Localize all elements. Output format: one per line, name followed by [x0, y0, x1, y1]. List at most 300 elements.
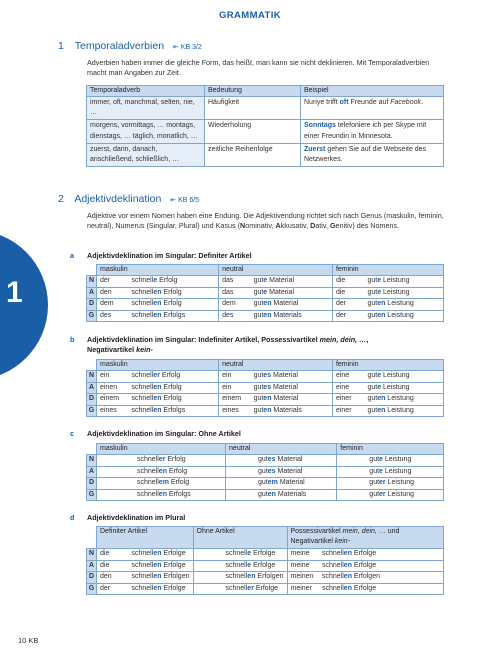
adjective-ending: en — [153, 395, 162, 402]
adjective-ending: en — [377, 406, 386, 414]
column-header — [287, 527, 444, 549]
adjective-noun-cell — [129, 276, 219, 288]
adjective-noun-cell — [129, 560, 194, 572]
adverb-cell: zuerst, dann, danach, anschließend, schließlich, … — [87, 143, 205, 166]
column-header: feminin — [332, 360, 443, 371]
case-label: G — [87, 405, 97, 417]
adjective-stem: schnell — [131, 395, 154, 402]
adjective-noun-cell — [226, 455, 337, 467]
noun-text: Material — [271, 383, 298, 391]
case-label: N — [87, 549, 97, 561]
example-highlight: oft — [339, 99, 349, 106]
header-spacer — [87, 444, 97, 455]
noun-text: Leistung — [381, 383, 410, 391]
adjective-stem: gut — [253, 383, 264, 391]
example-text: telefoniere ich per Skype mit einer Freundin in Minnesota. — [304, 122, 427, 140]
adjective-stem: gut — [258, 456, 268, 463]
article-cell: die — [332, 276, 364, 288]
plural-table — [86, 526, 444, 595]
adjective-stem: gut — [253, 406, 264, 414]
page-title: GRAMMATIK — [219, 10, 281, 21]
section-1-ref — [173, 44, 202, 51]
adjective-stem: schnell — [322, 584, 344, 592]
adjective-ending: en — [158, 467, 167, 475]
title-text: , — [366, 335, 369, 344]
example-text: Freunde auf — [348, 99, 391, 106]
column-header: neutral — [226, 444, 337, 455]
adjective-stem: schnell — [131, 573, 154, 580]
article-cell: des — [219, 310, 251, 322]
article-cell: der — [97, 276, 129, 288]
noun-text: Leistung — [381, 288, 410, 296]
adjective-noun-cell — [97, 466, 226, 478]
case-label: N — [87, 276, 97, 288]
adjective-stem: gut — [258, 490, 268, 498]
adjective-noun-cell — [193, 560, 287, 572]
adjective-stem: schnell — [131, 300, 154, 307]
noun-text: Erfolg — [157, 277, 178, 284]
column-header: Ohne Artikel — [193, 527, 287, 549]
adjective-noun-cell — [251, 276, 333, 288]
noun-text: Material — [275, 456, 303, 463]
adjective-stem: gut — [253, 311, 264, 319]
table-row — [87, 455, 444, 467]
intro-bold: D — [310, 221, 316, 231]
indefinite-article-table — [86, 359, 444, 417]
adjective-stem: gut — [367, 277, 378, 284]
article-cell: einer — [332, 394, 364, 406]
subsection-title — [87, 335, 368, 344]
noun-text: Leistung — [385, 395, 414, 402]
section-2-number: 2 — [58, 193, 64, 205]
article-cell: einem — [97, 394, 129, 406]
table-header-row — [87, 86, 444, 97]
noun-text: Erfolg — [161, 395, 182, 402]
adjective-stem: schnell — [322, 550, 344, 557]
adjective-stem: gut — [258, 467, 268, 475]
noun-text: Erfolg — [161, 300, 182, 307]
noun-text: Material — [277, 479, 305, 486]
noun-text: Erfolge — [161, 584, 186, 592]
case-label: G — [87, 310, 97, 322]
adjective-noun-cell — [129, 394, 219, 406]
adjective-noun-cell — [226, 489, 337, 501]
adjective-ending: en — [247, 573, 256, 580]
section-1-intro: Adverbien haben immer die gleiche Form, das heißt, man kann sie nicht deklinieren. Mit Temporaladverbien macht man Angaben zur Zeit. — [87, 58, 430, 78]
adjective-noun-cell — [251, 287, 333, 299]
article-cell: meinen — [287, 572, 319, 584]
adjective-stem: schnell — [137, 467, 159, 475]
noun-text: Material — [271, 395, 299, 402]
noun-text: Leistung — [385, 479, 415, 486]
noun-text: Leistung — [385, 490, 415, 498]
adjective-ending: en — [263, 311, 272, 319]
table-body — [87, 549, 444, 595]
case-label: A — [87, 287, 97, 299]
article-cell: die — [97, 549, 129, 561]
adjective-noun-cell — [129, 572, 194, 584]
adjective-ending: en — [153, 300, 162, 307]
adverb-cell: immer, oft, manchmal, selten, nie, … — [87, 97, 205, 120]
article-cell: dem — [219, 299, 251, 311]
adjective-stem: gut — [253, 300, 264, 307]
header-italic: mein, dein, … — [342, 528, 386, 535]
title-italic: mein, dein, … — [319, 335, 367, 344]
adjective-stem: gut — [369, 467, 380, 475]
noun-text: Erfolge — [351, 550, 377, 557]
article-cell: ein — [219, 382, 251, 394]
adverb-cell: morgens, vormittags, … montags, dienstags, … täglich, monatlich, … — [87, 120, 205, 143]
adjective-stem: gut — [367, 383, 378, 391]
adjective-stem: schnell — [131, 584, 154, 592]
temporal-adverbs-table — [86, 85, 444, 167]
subsection-title: Adjektivdeklination im Singular: Ohne Artikel — [87, 429, 241, 438]
table-row — [87, 371, 444, 383]
case-label: A — [87, 560, 97, 572]
table-header-row — [87, 265, 444, 276]
table-row — [87, 120, 444, 143]
case-label: D — [87, 394, 97, 406]
section-1-number: 1 — [58, 40, 64, 52]
section-1-title: Temporaladverbien — [74, 40, 165, 52]
adjective-stem: gut — [367, 372, 378, 379]
case-label: D — [87, 572, 97, 584]
header-text: Possessivartikel — [290, 528, 343, 535]
article-cell: den — [97, 572, 129, 584]
adjective-noun-cell — [319, 560, 444, 572]
noun-text: Erfolge — [253, 584, 279, 592]
adjective-noun-cell — [337, 478, 444, 490]
adjective-ending: es — [263, 372, 272, 379]
adjective-ending: en — [267, 490, 276, 498]
example-highlight: Sonntags — [304, 122, 336, 130]
noun-text: Material — [267, 288, 295, 296]
adjective-noun-cell — [193, 549, 287, 561]
adjective-ending: em — [158, 479, 169, 486]
article-cell: der — [332, 299, 364, 311]
adjective-noun-cell — [364, 371, 443, 383]
adjective-ending: em — [267, 479, 278, 486]
article-cell: einem — [219, 394, 251, 406]
table-header-row — [87, 527, 444, 549]
subsection-title: Adjektivdeklination im Singular: Definiter Artikel — [87, 251, 252, 260]
adjective-noun-cell — [251, 299, 333, 311]
adjective-stem: schnell — [137, 456, 159, 463]
subsection-letter: c — [70, 429, 74, 438]
noun-text: Erfolg — [161, 288, 182, 296]
adjective-noun-cell — [251, 394, 333, 406]
noun-text: Erfolgen — [255, 573, 284, 580]
column-header: Definiter Artikel — [97, 527, 194, 549]
adjective-ending: er — [158, 456, 166, 463]
adjective-noun-cell — [129, 299, 219, 311]
adjective-stem: gut — [253, 277, 264, 284]
adjective-ending: en — [377, 311, 386, 319]
title-text: Adjektivdeklination im Singular: Indefiniter Artikel, Possessivartikel — [87, 335, 320, 344]
adjective-stem: schnell — [225, 550, 248, 557]
header-spacer — [87, 265, 97, 276]
adjective-noun-cell — [129, 310, 219, 322]
header-spacer — [87, 527, 97, 549]
adjective-ending: en — [153, 383, 162, 391]
adjective-stem: gut — [367, 288, 378, 296]
adjective-ending: en — [377, 395, 386, 402]
adjective-noun-cell — [364, 299, 443, 311]
adjective-ending: en — [343, 584, 352, 592]
adjective-stem: gut — [367, 311, 378, 319]
example-text: . — [421, 99, 423, 106]
adjective-ending: en — [343, 550, 352, 557]
table-row — [87, 583, 444, 595]
noun-text: Leistung — [382, 456, 412, 463]
adjective-noun-cell — [129, 371, 219, 383]
adjective-stem: schnell — [131, 383, 154, 391]
article-cell: ein — [97, 371, 129, 383]
case-label: A — [87, 466, 97, 478]
noun-text: Erfolg — [166, 467, 188, 475]
arrow-left-icon: ⇤ — [172, 44, 179, 51]
article-cell: meiner — [287, 583, 319, 595]
adjective-noun-cell — [364, 405, 443, 417]
adjective-stem: gut — [253, 395, 264, 402]
article-cell: eine — [332, 371, 364, 383]
subsection-d-heading — [70, 513, 185, 523]
adjective-stem: gut — [369, 456, 380, 463]
table-body — [87, 455, 444, 501]
meaning-cell: Wiederholung — [205, 120, 301, 143]
article-cell: einen — [97, 382, 129, 394]
adjective-noun-cell — [364, 310, 443, 322]
table-row — [87, 287, 444, 299]
article-cell: der — [332, 310, 364, 322]
adjective-ending: en — [153, 288, 162, 296]
adjective-stem: schnell — [131, 561, 154, 569]
header-text: und Negativartikel — [290, 528, 400, 545]
adjective-stem: schnell — [225, 561, 248, 569]
noun-text: Leistung — [381, 372, 410, 379]
page-footer: 10 KB — [18, 636, 39, 645]
adjective-noun-cell — [129, 549, 194, 561]
table-row — [87, 310, 444, 322]
noun-text: Materials — [271, 311, 302, 319]
article-cell: das — [219, 276, 251, 288]
table-body — [87, 371, 444, 417]
subsection-a-heading — [70, 251, 252, 261]
article-cell: meine — [287, 549, 319, 561]
section-1-ref-text: KB 3/2 — [180, 44, 202, 51]
adjective-ending: e — [377, 383, 382, 391]
adjective-stem: schnell — [137, 479, 159, 486]
noun-text: Leistung — [385, 300, 414, 307]
intro-text: kkusativ, — [280, 221, 311, 231]
adjective-noun-cell — [337, 455, 444, 467]
table-row — [87, 143, 444, 166]
meaning-cell: Häufigkeit — [205, 97, 301, 120]
intro-text: ativ, — [315, 221, 330, 231]
adjective-ending: en — [153, 550, 162, 557]
adjective-stem: schnell — [131, 288, 154, 296]
section-2-heading — [58, 193, 199, 205]
adjective-stem: schnell — [131, 372, 154, 379]
header-spacer — [87, 360, 97, 371]
header-italic: kein- — [334, 538, 351, 545]
adjective-noun-cell — [364, 382, 443, 394]
adjective-noun-cell — [251, 405, 333, 417]
adjective-stem: schnell — [322, 561, 344, 569]
adjective-ending: er — [379, 479, 386, 486]
subsection-title: Adjektivdeklination im Plural — [87, 513, 186, 522]
table-row — [87, 405, 444, 417]
noun-text: Leistung — [381, 277, 410, 284]
adjective-ending: e — [263, 277, 268, 284]
section-2-ref-text: KB 6/5 — [178, 197, 200, 204]
definite-article-table — [86, 264, 444, 322]
article-cell: eine — [332, 382, 364, 394]
case-label: G — [87, 583, 97, 595]
case-label: D — [87, 299, 97, 311]
title-text: Negativartikel — [87, 345, 137, 354]
adjective-noun-cell — [319, 583, 444, 595]
table-row — [87, 478, 444, 490]
adjective-ending: en — [343, 561, 352, 569]
noun-text: Leistung — [382, 467, 412, 475]
intro-text: Adjektive vor einem Nomen haben eine Endung. Die Adjektivendung richtet sich nach Genus (maskulin, feminin, neutral), Numerus (Singular, Plural) und Kasus ( — [87, 211, 444, 231]
table-row — [87, 560, 444, 572]
column-header: feminin — [332, 265, 443, 276]
adjective-noun-cell — [193, 583, 287, 595]
adjective-ending: es — [267, 467, 276, 475]
column-header: Beispiel — [301, 86, 444, 97]
noun-text: Material — [271, 372, 298, 379]
table-header-row — [87, 360, 444, 371]
adjective-ending: en — [263, 395, 272, 402]
adjective-stem: gut — [253, 372, 264, 379]
example-text: gehen Sie auf die Webseite des Netzwerkes. — [304, 145, 427, 164]
article-cell: die — [97, 560, 129, 572]
table-row — [87, 489, 444, 501]
example-italic: Facebook — [390, 99, 421, 106]
example-cell — [301, 120, 444, 143]
table-row — [87, 97, 444, 120]
adjective-ending: en — [263, 406, 272, 414]
adjective-noun-cell — [251, 310, 333, 322]
noun-text: Erfolge — [351, 561, 377, 569]
adjective-ending: e — [247, 561, 252, 569]
noun-text: Materials — [271, 406, 302, 414]
column-header: maskulin — [97, 444, 226, 455]
adjective-noun-cell — [129, 405, 219, 417]
adjective-ending: en — [153, 311, 162, 319]
adjective-noun-cell — [337, 466, 444, 478]
noun-text: Erfolge — [251, 561, 276, 569]
adjective-ending: en — [153, 406, 162, 414]
adjective-noun-cell — [364, 287, 443, 299]
adjective-noun-cell — [226, 466, 337, 478]
adjective-stem: schnell — [131, 406, 154, 414]
adjective-noun-cell — [129, 382, 219, 394]
noun-text: Erfolgen — [161, 573, 190, 580]
noun-text: Material — [271, 300, 299, 307]
column-header: neutral — [219, 360, 333, 371]
adjective-noun-cell — [129, 583, 194, 595]
adjective-noun-cell — [364, 394, 443, 406]
adjective-noun-cell — [251, 382, 333, 394]
example-cell — [301, 97, 444, 120]
case-label: D — [87, 478, 97, 490]
adjective-noun-cell — [129, 287, 219, 299]
adjective-ending: en — [153, 573, 162, 580]
article-cell: meine — [287, 560, 319, 572]
adjective-stem: gut — [367, 406, 378, 414]
meaning-cell: zeitliche Reihenfolge — [205, 143, 301, 166]
column-header: maskulin — [97, 360, 219, 371]
column-header: feminin — [337, 444, 444, 455]
noun-text: Erfolgs — [161, 311, 186, 319]
case-label: N — [87, 371, 97, 383]
table-row — [87, 382, 444, 394]
noun-text: Materials — [275, 490, 307, 498]
adjective-ending: en — [263, 300, 272, 307]
adjective-ending: er — [247, 584, 254, 592]
column-header: Bedeutung — [205, 86, 301, 97]
adjective-ending: e — [153, 277, 158, 284]
section-2-ref — [170, 197, 199, 204]
adjective-ending: en — [377, 300, 386, 307]
adjective-stem: gut — [258, 479, 268, 486]
adjective-noun-cell — [251, 371, 333, 383]
chapter-number: 1 — [6, 276, 23, 309]
adjective-noun-cell — [319, 549, 444, 561]
example-text: Nuriye trifft — [304, 99, 340, 106]
adjective-noun-cell — [337, 489, 444, 501]
adjective-stem: schnell — [131, 311, 154, 319]
adjective-ending: e — [379, 467, 383, 475]
column-header: neutral — [219, 265, 333, 276]
noun-text: Material — [275, 467, 303, 475]
noun-text: Erfolge — [351, 584, 377, 592]
adjective-noun-cell — [97, 478, 226, 490]
adjective-stem: gut — [369, 479, 380, 486]
adjective-ending: e — [377, 288, 382, 296]
article-cell: des — [97, 310, 129, 322]
noun-text: Erfolgen — [351, 573, 380, 580]
adjective-stem: schnell — [137, 490, 159, 498]
noun-text: Erfolgs — [161, 406, 186, 414]
adjective-stem: schnell — [225, 584, 248, 592]
noun-text: Leistung — [385, 311, 414, 319]
adjective-ending: en — [153, 584, 162, 592]
case-label: N — [87, 455, 97, 467]
subsection-c-heading — [70, 429, 241, 439]
adjective-ending: es — [267, 456, 276, 463]
adjective-ending: en — [158, 490, 167, 498]
noun-text: Leistung — [385, 406, 414, 414]
example-cell — [301, 143, 444, 166]
noun-text: Erfolge — [161, 550, 186, 557]
subsection-letter: a — [70, 251, 74, 260]
table-row — [87, 466, 444, 478]
noun-text: Erfolg — [165, 456, 186, 463]
adjective-noun-cell — [364, 276, 443, 288]
adjective-stem: schnell — [131, 550, 154, 557]
adjective-ending: e — [247, 550, 252, 557]
adjective-stem: gut — [367, 395, 378, 402]
article-cell: ein — [219, 371, 251, 383]
article-cell: die — [332, 287, 364, 299]
noun-text: Erfolg — [168, 479, 190, 486]
adjective-ending: en — [153, 561, 162, 569]
title-italic: kein- — [136, 345, 153, 354]
